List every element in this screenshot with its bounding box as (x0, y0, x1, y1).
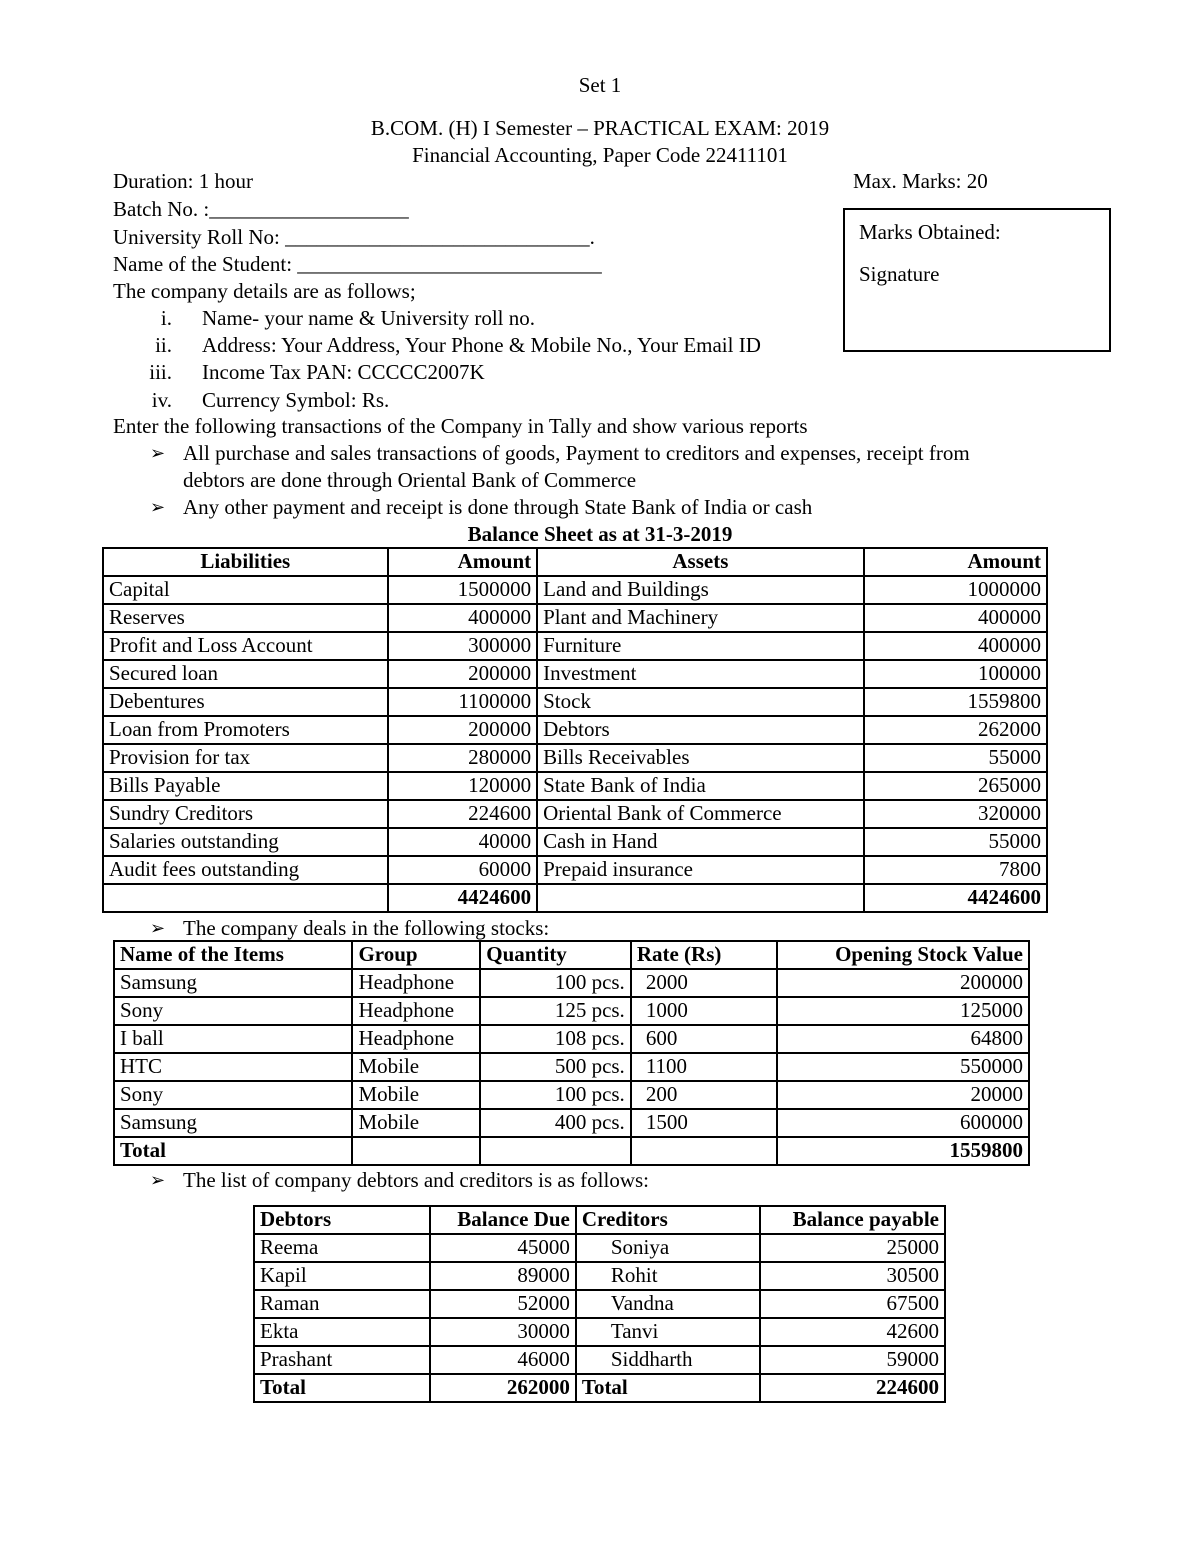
table-cell: 1100000 (388, 688, 538, 716)
table-cell: 600 (631, 1025, 778, 1053)
list-num: iv. (151, 388, 172, 412)
table-row (103, 856, 1047, 884)
total-assets: 4424600 (864, 884, 1047, 912)
table-cell: 1500 (631, 1109, 778, 1137)
table-cell: Bills Receivables (537, 744, 864, 772)
table-cell: 45000 (430, 1234, 576, 1262)
table-cell: Cash in Hand (537, 828, 864, 856)
table-cell: Sony (114, 997, 352, 1025)
table-cell: HTC (114, 1053, 352, 1081)
table-cell: Prepaid insurance (537, 856, 864, 884)
table-row (103, 576, 1047, 604)
table-cell: 1500000 (388, 576, 538, 604)
table-row (103, 632, 1047, 660)
table-cell: Rohit (576, 1262, 760, 1290)
instructions-intro: Enter the following transactions of the Company in Tally and show various reports (113, 414, 808, 438)
table-header-row (254, 1206, 945, 1234)
table-cell: Oriental Bank of Commerce (537, 800, 864, 828)
table-total-row (103, 884, 1047, 912)
table-cell: Provision for tax (103, 744, 388, 772)
table-cell: 300000 (388, 632, 538, 660)
signature-label: Signature (859, 262, 940, 286)
table-total-row (254, 1374, 945, 1402)
student-name-field: Name of the Student: _____________________________ (113, 252, 602, 276)
table-cell: 20000 (777, 1081, 1029, 1109)
table-cell: 125000 (777, 997, 1029, 1025)
table-cell: Samsung (114, 969, 352, 997)
total-stock-value: 1559800 (777, 1137, 1029, 1165)
table-cell: Salaries outstanding (103, 828, 388, 856)
debtors-creditors-table (253, 1205, 946, 1403)
table-cell: Loan from Promoters (103, 716, 388, 744)
max-marks: Max. Marks: 20 (853, 169, 988, 193)
marks-box (843, 208, 1111, 352)
table-row (103, 800, 1047, 828)
list-item: Income Tax PAN: CCCCC2007K (202, 360, 485, 384)
column-header: Rate (Rs) (631, 941, 778, 969)
table-cell (480, 1137, 631, 1165)
table-cell: Furniture (537, 632, 864, 660)
table-cell (537, 884, 864, 912)
table-cell: Land and Buildings (537, 576, 864, 604)
table-row (103, 604, 1047, 632)
table-cell: 1000000 (864, 576, 1047, 604)
table-cell: 55000 (864, 828, 1047, 856)
table-cell: 265000 (864, 772, 1047, 800)
table-cell: 400 pcs. (480, 1109, 631, 1137)
table-cell: 550000 (777, 1053, 1029, 1081)
table-cell: 100 pcs. (480, 969, 631, 997)
table-cell: Mobile (352, 1081, 480, 1109)
column-header: Amount (864, 548, 1047, 576)
roll-field: University Roll No: _____________________________. (113, 225, 595, 249)
table-cell: Ekta (254, 1318, 430, 1346)
table-cell: Siddharth (576, 1346, 760, 1374)
total-label: Total (114, 1137, 352, 1165)
table-cell: 400000 (864, 604, 1047, 632)
table-cell: Debtors (537, 716, 864, 744)
table-cell: Debentures (103, 688, 388, 716)
table-cell: Headphone (352, 969, 480, 997)
table-row (114, 997, 1029, 1025)
paper-title: Financial Accounting, Paper Code 22411101 (412, 143, 788, 167)
batch-field: Batch No. :___________________ (113, 197, 409, 221)
table-cell: 500 pcs. (480, 1053, 631, 1081)
table-row (103, 660, 1047, 688)
table-cell: 262000 (864, 716, 1047, 744)
arrow-bullet-icon: ➢ (150, 497, 166, 518)
table-cell: 400000 (864, 632, 1047, 660)
marks-obtained-label: Marks Obtained: (859, 220, 1001, 244)
table-cell: Vandna (576, 1290, 760, 1318)
table-cell: Headphone (352, 1025, 480, 1053)
table-cell (103, 884, 388, 912)
table-row (103, 772, 1047, 800)
list-num: iii. (149, 360, 172, 384)
table-cell: 67500 (760, 1290, 945, 1318)
table-cell: Raman (254, 1290, 430, 1318)
table-cell: 40000 (388, 828, 538, 856)
table-cell: 59000 (760, 1346, 945, 1374)
list-item: Name- your name & University roll no. (202, 306, 536, 330)
table-row (103, 828, 1047, 856)
total-debtors: 262000 (430, 1374, 576, 1402)
table-cell (352, 1137, 480, 1165)
table-header-row (103, 548, 1047, 576)
table-cell: 224600 (388, 800, 538, 828)
bullet-text: debtors are done through Oriental Bank of Commerce (183, 468, 637, 492)
bullet-text: Any other payment and receipt is done through State Bank of India or cash (183, 495, 813, 519)
table-row (114, 1109, 1029, 1137)
column-header: Creditors (576, 1206, 760, 1234)
bullet-text: All purchase and sales transactions of goods, Payment to creditors and expenses, receipt from (183, 441, 970, 465)
table-cell: Investment (537, 660, 864, 688)
duration: Duration: 1 hour (113, 169, 253, 193)
table-cell: 100000 (864, 660, 1047, 688)
table-row (114, 969, 1029, 997)
table-cell: I ball (114, 1025, 352, 1053)
balance-sheet-table (102, 547, 1048, 913)
column-header: Group (352, 941, 480, 969)
table-row (254, 1234, 945, 1262)
table-cell: 7800 (864, 856, 1047, 884)
table-cell: Sundry Creditors (103, 800, 388, 828)
column-header: Amount (388, 548, 538, 576)
table-cell: 400000 (388, 604, 538, 632)
table-cell: Bills Payable (103, 772, 388, 800)
table-row (254, 1318, 945, 1346)
table-cell: 42600 (760, 1318, 945, 1346)
column-header: Name of the Items (114, 941, 352, 969)
table-cell: Profit and Loss Account (103, 632, 388, 660)
arrow-bullet-icon: ➢ (150, 1170, 166, 1191)
total-label: Total (576, 1374, 760, 1402)
table-cell: 125 pcs. (480, 997, 631, 1025)
table-cell: Tanvi (576, 1318, 760, 1346)
table-cell: 108 pcs. (480, 1025, 631, 1053)
table-total-row (114, 1137, 1029, 1165)
table-cell: Mobile (352, 1053, 480, 1081)
table-row (114, 1081, 1029, 1109)
table-cell: 100 pcs. (480, 1081, 631, 1109)
table-cell: Prashant (254, 1346, 430, 1374)
table-cell: Secured loan (103, 660, 388, 688)
table-cell: 200000 (388, 716, 538, 744)
table-cell: 89000 (430, 1262, 576, 1290)
table-cell (631, 1137, 778, 1165)
table-cell: Reema (254, 1234, 430, 1262)
table-cell: 60000 (388, 856, 538, 884)
table-row (114, 1053, 1029, 1081)
table-cell: State Bank of India (537, 772, 864, 800)
list-num: ii. (155, 333, 172, 357)
table-cell: Headphone (352, 997, 480, 1025)
parties-intro: The list of company debtors and creditors is as follows: (183, 1168, 649, 1192)
table-cell: 320000 (864, 800, 1047, 828)
table-cell: 25000 (760, 1234, 945, 1262)
table-row (254, 1346, 945, 1374)
table-header-row (114, 941, 1029, 969)
list-item: Currency Symbol: Rs. (202, 388, 390, 412)
table-cell: 200000 (777, 969, 1029, 997)
table-cell: Stock (537, 688, 864, 716)
column-header: Balance payable (760, 1206, 945, 1234)
table-cell: 280000 (388, 744, 538, 772)
column-header: Liabilities (103, 548, 388, 576)
table-cell: 46000 (430, 1346, 576, 1374)
table-cell: 30000 (430, 1318, 576, 1346)
list-item: Address: Your Address, Your Phone & Mobile No., Your Email ID (202, 333, 761, 357)
table-row (254, 1290, 945, 1318)
table-cell: 1559800 (864, 688, 1047, 716)
table-cell: 55000 (864, 744, 1047, 772)
table-cell: 600000 (777, 1109, 1029, 1137)
table-cell: Capital (103, 576, 388, 604)
column-header: Assets (537, 548, 864, 576)
table-row (103, 688, 1047, 716)
table-cell: 1000 (631, 997, 778, 1025)
table-cell: 200000 (388, 660, 538, 688)
table-cell: 1100 (631, 1053, 778, 1081)
table-cell: 2000 (631, 969, 778, 997)
total-liabilities: 4424600 (388, 884, 538, 912)
table-cell: Soniya (576, 1234, 760, 1262)
table-row (254, 1262, 945, 1290)
table-cell: Samsung (114, 1109, 352, 1137)
column-header: Opening Stock Value (777, 941, 1029, 969)
column-header: Debtors (254, 1206, 430, 1234)
table-cell: Audit fees outstanding (103, 856, 388, 884)
stocks-table (113, 940, 1030, 1166)
balance-sheet-title: Balance Sheet as at 31-3-2019 (467, 522, 733, 546)
column-header: Quantity (480, 941, 631, 969)
table-cell: Sony (114, 1081, 352, 1109)
table-cell: Plant and Machinery (537, 604, 864, 632)
stocks-intro: The company deals in the following stocks: (183, 916, 550, 940)
table-row (114, 1025, 1029, 1053)
total-label: Total (254, 1374, 430, 1402)
table-cell: 120000 (388, 772, 538, 800)
table-cell: Kapil (254, 1262, 430, 1290)
total-creditors: 224600 (760, 1374, 945, 1402)
table-row (103, 744, 1047, 772)
set-label: Set 1 (578, 73, 622, 97)
column-header: Balance Due (430, 1206, 576, 1234)
table-cell: 64800 (777, 1025, 1029, 1053)
arrow-bullet-icon: ➢ (150, 443, 166, 464)
list-num: i. (160, 306, 172, 330)
table-cell: 52000 (430, 1290, 576, 1318)
exam-title: B.COM. (H) I Semester – PRACTICAL EXAM: 2019 (370, 116, 830, 140)
table-row (103, 716, 1047, 744)
table-cell: 30500 (760, 1262, 945, 1290)
table-cell: Reserves (103, 604, 388, 632)
company-intro: The company details are as follows; (113, 279, 416, 303)
table-cell: Mobile (352, 1109, 480, 1137)
table-cell: 200 (631, 1081, 778, 1109)
arrow-bullet-icon: ➢ (150, 918, 166, 939)
